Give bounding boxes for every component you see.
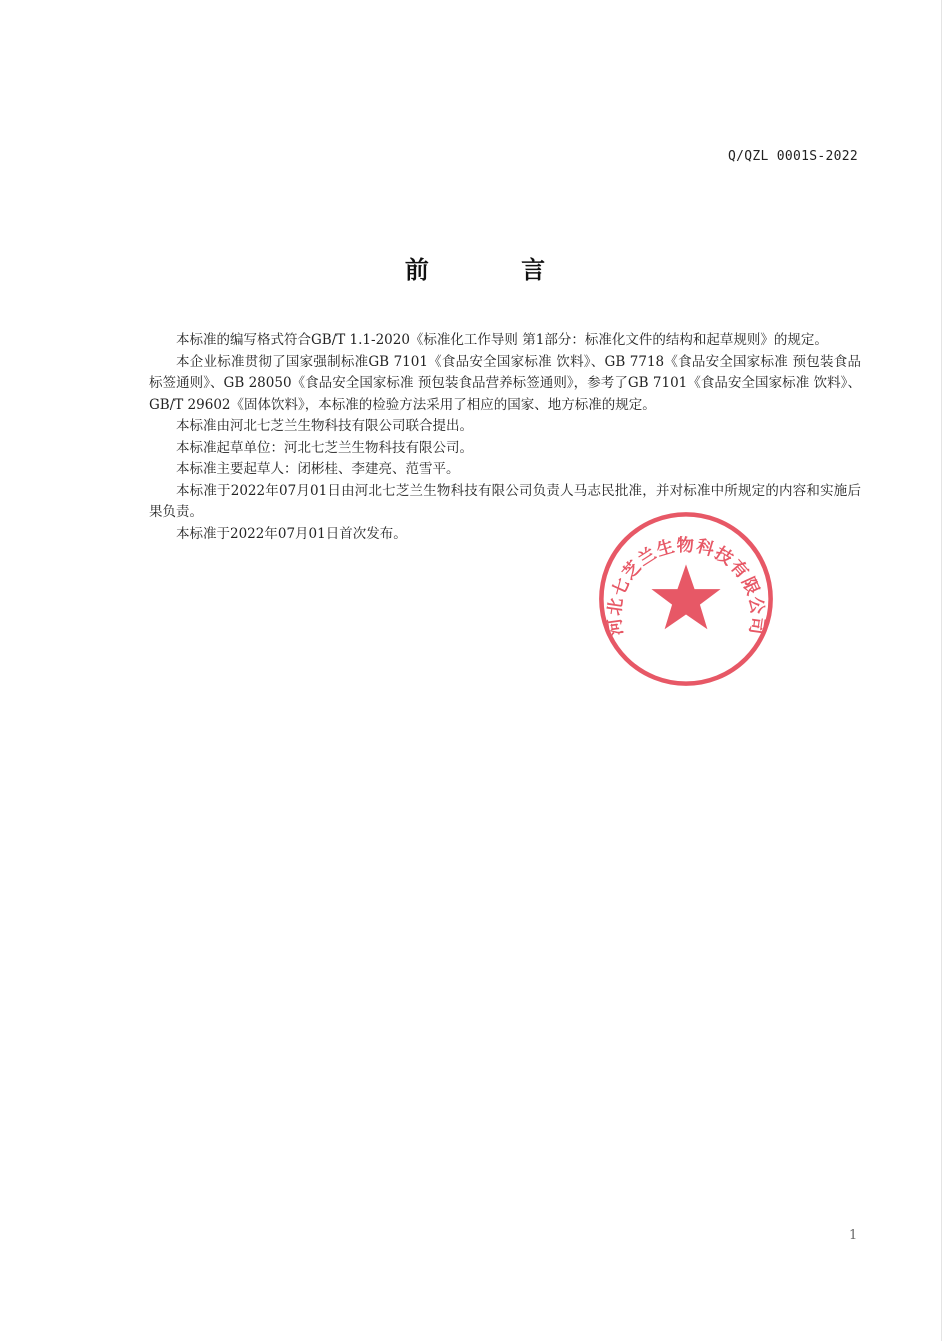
page-edge <box>941 0 942 1341</box>
company-seal-icon <box>595 508 777 690</box>
paragraph-drafters: 本标准主要起草人：闭彬桂、李建亮、范雪平。 <box>176 461 460 477</box>
paragraph-proposer: 本标准由河北七芝兰生物科技有限公司联合提出。 <box>176 418 473 434</box>
paragraph-format: 本标准的编写格式符合GB/T 1.1-2020《标准化工作导则 第1部分：标准化文件的结构和起草规则》的规定。 <box>176 332 828 348</box>
standard-code: Q/QZL 0001S-2022 <box>727 149 858 164</box>
page-number: 1 <box>849 1228 858 1243</box>
seal-star <box>651 564 720 629</box>
seal-text: 河北七芝兰生物科技有限公司 <box>604 535 768 637</box>
page-title: 前 言 <box>404 256 588 284</box>
paragraph-approval: 本标准于2022年07月01日由河北七芝兰生物科技有限公司负责人马志民批准，并对标准中所规定的内容和实施后果负责。 <box>149 482 861 520</box>
paragraph-release: 本标准于2022年07月01日首次发布。 <box>176 525 407 542</box>
paragraph-standards: 本企业标准贯彻了国家强制标准GB 7101《食品安全国家标准 饮料》、GB 7718《食品安全国家标准 预包装食品标签通则》、GB 28050《食品安全国家标准 预包装食品营养标签通则》，参考了GB 7101《食品安全国家标准 饮料》、GB/T 29602《固体饮料》，本标准的检验方法采用了相应的国家、地方标准的规定。 <box>149 353 861 413</box>
paragraph-drafting-unit: 本标准起草单位：河北七芝兰生物科技有限公司。 <box>176 439 473 456</box>
